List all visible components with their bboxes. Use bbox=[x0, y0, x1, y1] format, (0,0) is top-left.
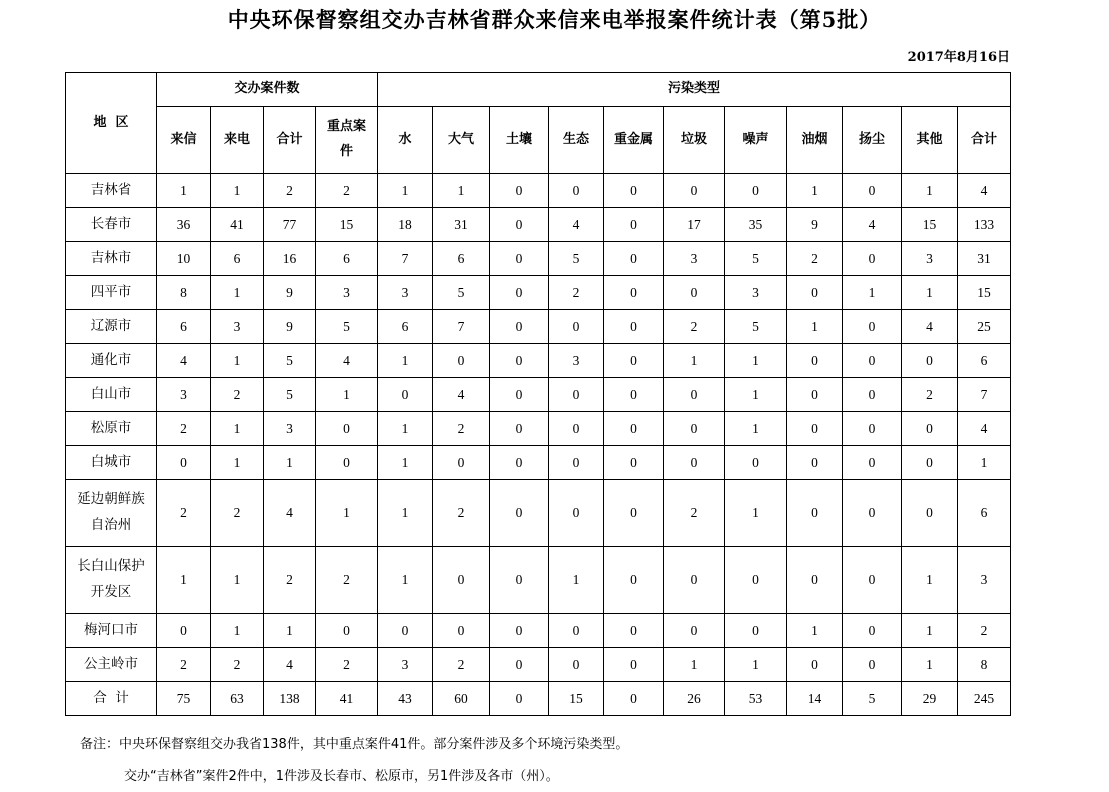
header-group-cases: 交办案件数 bbox=[157, 73, 378, 107]
value-cell: 0 bbox=[316, 614, 378, 648]
value-cell: 17 bbox=[664, 208, 725, 242]
value-cell: 0 bbox=[604, 378, 664, 412]
value-cell: 245 bbox=[958, 682, 1011, 716]
value-cell: 3 bbox=[664, 242, 725, 276]
region-cell: 吉林市 bbox=[66, 242, 157, 276]
value-cell: 1 bbox=[787, 614, 843, 648]
value-cell: 25 bbox=[958, 310, 1011, 344]
value-cell: 5 bbox=[843, 682, 902, 716]
value-cell: 1 bbox=[316, 378, 378, 412]
value-cell: 1 bbox=[902, 174, 958, 208]
value-cell: 10 bbox=[157, 242, 211, 276]
value-cell: 6 bbox=[433, 242, 490, 276]
header-pollution-col: 其他 bbox=[902, 107, 958, 174]
value-cell: 0 bbox=[157, 446, 211, 480]
value-cell: 2 bbox=[316, 648, 378, 682]
value-cell: 0 bbox=[725, 446, 787, 480]
value-cell: 1 bbox=[211, 276, 264, 310]
value-cell: 15 bbox=[958, 276, 1011, 310]
value-cell: 0 bbox=[490, 344, 549, 378]
value-cell: 6 bbox=[958, 480, 1011, 547]
value-cell: 8 bbox=[157, 276, 211, 310]
value-cell: 0 bbox=[902, 446, 958, 480]
value-cell: 0 bbox=[902, 480, 958, 547]
value-cell: 1 bbox=[549, 547, 604, 614]
value-cell: 0 bbox=[549, 614, 604, 648]
value-cell: 1 bbox=[316, 480, 378, 547]
value-cell: 3 bbox=[902, 242, 958, 276]
value-cell: 4 bbox=[902, 310, 958, 344]
region-cell: 白城市 bbox=[66, 446, 157, 480]
value-cell: 1 bbox=[211, 614, 264, 648]
header-pollution-col: 生态 bbox=[549, 107, 604, 174]
value-cell: 0 bbox=[490, 174, 549, 208]
value-cell: 0 bbox=[490, 614, 549, 648]
header-pollution-col: 大气 bbox=[433, 107, 490, 174]
value-cell: 0 bbox=[549, 446, 604, 480]
value-cell: 5 bbox=[549, 242, 604, 276]
value-cell: 2 bbox=[157, 648, 211, 682]
footnote: 备注：中央环保督察组交办我省138件，其中重点案件41件。部分案件涉及多个环境污染类型。 bbox=[80, 737, 629, 752]
value-cell: 3 bbox=[264, 412, 316, 446]
region-cell: 延边朝鲜族自治州 bbox=[66, 480, 157, 547]
value-cell: 0 bbox=[490, 276, 549, 310]
value-cell: 2 bbox=[211, 480, 264, 547]
region-cell: 白山市 bbox=[66, 378, 157, 412]
value-cell: 7 bbox=[433, 310, 490, 344]
value-cell: 0 bbox=[433, 446, 490, 480]
value-cell: 2 bbox=[958, 614, 1011, 648]
value-cell: 0 bbox=[378, 614, 433, 648]
value-cell: 1 bbox=[264, 614, 316, 648]
value-cell: 3 bbox=[378, 648, 433, 682]
value-cell: 0 bbox=[664, 276, 725, 310]
value-cell: 0 bbox=[843, 344, 902, 378]
value-cell: 0 bbox=[604, 242, 664, 276]
value-cell: 0 bbox=[787, 344, 843, 378]
value-cell: 2 bbox=[902, 378, 958, 412]
value-cell: 1 bbox=[211, 547, 264, 614]
value-cell: 5 bbox=[433, 276, 490, 310]
value-cell: 0 bbox=[490, 648, 549, 682]
value-cell: 0 bbox=[604, 310, 664, 344]
header-case-col: 合计 bbox=[264, 107, 316, 174]
value-cell: 2 bbox=[664, 310, 725, 344]
value-cell: 0 bbox=[604, 614, 664, 648]
value-cell: 0 bbox=[725, 174, 787, 208]
value-cell: 2 bbox=[316, 174, 378, 208]
header-pollution-col: 噪声 bbox=[725, 107, 787, 174]
value-cell: 0 bbox=[725, 614, 787, 648]
value-cell: 1 bbox=[902, 614, 958, 648]
value-cell: 0 bbox=[843, 614, 902, 648]
value-cell: 2 bbox=[157, 412, 211, 446]
value-cell: 2 bbox=[664, 480, 725, 547]
value-cell: 0 bbox=[725, 547, 787, 614]
table-row bbox=[66, 174, 1011, 208]
table-row bbox=[66, 242, 1011, 276]
table-row bbox=[66, 276, 1011, 310]
region-cell: 合 计 bbox=[66, 682, 157, 716]
table-row bbox=[66, 378, 1011, 412]
table-row bbox=[66, 310, 1011, 344]
value-cell: 31 bbox=[433, 208, 490, 242]
value-cell: 0 bbox=[604, 648, 664, 682]
value-cell: 2 bbox=[787, 242, 843, 276]
value-cell: 18 bbox=[378, 208, 433, 242]
value-cell: 0 bbox=[787, 446, 843, 480]
table-row bbox=[66, 208, 1011, 242]
value-cell: 1 bbox=[664, 344, 725, 378]
value-cell: 0 bbox=[843, 174, 902, 208]
value-cell: 0 bbox=[664, 174, 725, 208]
value-cell: 9 bbox=[264, 310, 316, 344]
header-pollution-col: 垃圾 bbox=[664, 107, 725, 174]
value-cell: 0 bbox=[604, 174, 664, 208]
value-cell: 31 bbox=[958, 242, 1011, 276]
region-cell: 梅河口市 bbox=[66, 614, 157, 648]
value-cell: 15 bbox=[902, 208, 958, 242]
value-cell: 2 bbox=[433, 412, 490, 446]
value-cell: 0 bbox=[433, 614, 490, 648]
value-cell: 1 bbox=[378, 480, 433, 547]
value-cell: 5 bbox=[264, 344, 316, 378]
table-row bbox=[66, 412, 1011, 446]
footnote-detail: 交办“吉林省”案件2件中，1件涉及长春市、松原市，另1件涉及各市（州）。 bbox=[124, 769, 559, 784]
value-cell: 5 bbox=[725, 242, 787, 276]
value-cell: 1 bbox=[787, 310, 843, 344]
value-cell: 0 bbox=[664, 547, 725, 614]
value-cell: 75 bbox=[157, 682, 211, 716]
value-cell: 3 bbox=[725, 276, 787, 310]
value-cell: 0 bbox=[316, 446, 378, 480]
region-cell: 松原市 bbox=[66, 412, 157, 446]
value-cell: 1 bbox=[378, 412, 433, 446]
header-pollution-col: 油烟 bbox=[787, 107, 843, 174]
header-pollution-col: 合计 bbox=[958, 107, 1011, 174]
value-cell: 1 bbox=[264, 446, 316, 480]
value-cell: 2 bbox=[264, 547, 316, 614]
value-cell: 133 bbox=[958, 208, 1011, 242]
value-cell: 4 bbox=[264, 648, 316, 682]
header-case-col: 来电 bbox=[211, 107, 264, 174]
value-cell: 0 bbox=[433, 547, 490, 614]
value-cell: 0 bbox=[378, 378, 433, 412]
value-cell: 36 bbox=[157, 208, 211, 242]
value-cell: 0 bbox=[787, 412, 843, 446]
value-cell: 26 bbox=[664, 682, 725, 716]
value-cell: 7 bbox=[378, 242, 433, 276]
value-cell: 0 bbox=[490, 378, 549, 412]
value-cell: 0 bbox=[787, 276, 843, 310]
value-cell: 1 bbox=[378, 547, 433, 614]
value-cell: 1 bbox=[958, 446, 1011, 480]
header-pollution-col: 水 bbox=[378, 107, 433, 174]
value-cell: 0 bbox=[549, 480, 604, 547]
value-cell: 1 bbox=[725, 344, 787, 378]
report-date: 2017年8月16日 bbox=[907, 50, 1010, 65]
value-cell: 1 bbox=[211, 174, 264, 208]
value-cell: 0 bbox=[490, 242, 549, 276]
value-cell: 1 bbox=[157, 174, 211, 208]
value-cell: 1 bbox=[211, 446, 264, 480]
table-row bbox=[66, 547, 1011, 614]
header-pollution-col: 土壤 bbox=[490, 107, 549, 174]
value-cell: 1 bbox=[211, 412, 264, 446]
value-cell: 0 bbox=[902, 344, 958, 378]
value-cell: 0 bbox=[787, 648, 843, 682]
value-cell: 15 bbox=[316, 208, 378, 242]
value-cell: 0 bbox=[902, 412, 958, 446]
value-cell: 0 bbox=[549, 648, 604, 682]
value-cell: 1 bbox=[157, 547, 211, 614]
value-cell: 3 bbox=[157, 378, 211, 412]
value-cell: 0 bbox=[843, 547, 902, 614]
value-cell: 0 bbox=[843, 480, 902, 547]
value-cell: 77 bbox=[264, 208, 316, 242]
value-cell: 2 bbox=[211, 378, 264, 412]
value-cell: 9 bbox=[787, 208, 843, 242]
value-cell: 0 bbox=[664, 378, 725, 412]
value-cell: 2 bbox=[549, 276, 604, 310]
value-cell: 29 bbox=[902, 682, 958, 716]
value-cell: 1 bbox=[725, 648, 787, 682]
value-cell: 4 bbox=[958, 412, 1011, 446]
value-cell: 1 bbox=[843, 276, 902, 310]
header-region: 地 区 bbox=[66, 73, 157, 174]
value-cell: 4 bbox=[549, 208, 604, 242]
value-cell: 14 bbox=[787, 682, 843, 716]
value-cell: 16 bbox=[264, 242, 316, 276]
value-cell: 8 bbox=[958, 648, 1011, 682]
statistics-table bbox=[65, 72, 1011, 716]
value-cell: 63 bbox=[211, 682, 264, 716]
value-cell: 0 bbox=[787, 378, 843, 412]
value-cell: 60 bbox=[433, 682, 490, 716]
value-cell: 2 bbox=[157, 480, 211, 547]
value-cell: 0 bbox=[604, 276, 664, 310]
value-cell: 0 bbox=[843, 648, 902, 682]
value-cell: 4 bbox=[433, 378, 490, 412]
value-cell: 0 bbox=[664, 412, 725, 446]
value-cell: 0 bbox=[490, 208, 549, 242]
value-cell: 0 bbox=[843, 446, 902, 480]
value-cell: 1 bbox=[902, 648, 958, 682]
value-cell: 0 bbox=[490, 412, 549, 446]
value-cell: 53 bbox=[725, 682, 787, 716]
value-cell: 2 bbox=[264, 174, 316, 208]
header-case-col: 重点案件 bbox=[316, 107, 378, 174]
value-cell: 2 bbox=[316, 547, 378, 614]
value-cell: 6 bbox=[316, 242, 378, 276]
value-cell: 5 bbox=[725, 310, 787, 344]
value-cell: 41 bbox=[316, 682, 378, 716]
value-cell: 0 bbox=[490, 310, 549, 344]
value-cell: 1 bbox=[725, 378, 787, 412]
value-cell: 5 bbox=[316, 310, 378, 344]
value-cell: 0 bbox=[604, 412, 664, 446]
value-cell: 0 bbox=[549, 174, 604, 208]
region-cell: 四平市 bbox=[66, 276, 157, 310]
value-cell: 1 bbox=[902, 547, 958, 614]
header-pollution-col: 扬尘 bbox=[843, 107, 902, 174]
table-row bbox=[66, 344, 1011, 378]
value-cell: 1 bbox=[787, 174, 843, 208]
table-row bbox=[66, 682, 1011, 716]
value-cell: 4 bbox=[958, 174, 1011, 208]
region-cell: 长白山保护开发区 bbox=[66, 547, 157, 614]
table-row bbox=[66, 614, 1011, 648]
table-row bbox=[66, 648, 1011, 682]
value-cell: 0 bbox=[604, 446, 664, 480]
region-cell: 长春市 bbox=[66, 208, 157, 242]
value-cell: 0 bbox=[490, 547, 549, 614]
value-cell: 2 bbox=[211, 648, 264, 682]
value-cell: 0 bbox=[604, 480, 664, 547]
region-cell: 辽源市 bbox=[66, 310, 157, 344]
table-row bbox=[66, 446, 1011, 480]
header-case-col: 来信 bbox=[157, 107, 211, 174]
value-cell: 1 bbox=[725, 412, 787, 446]
value-cell: 4 bbox=[157, 344, 211, 378]
value-cell: 35 bbox=[725, 208, 787, 242]
value-cell: 0 bbox=[316, 412, 378, 446]
value-cell: 3 bbox=[316, 276, 378, 310]
value-cell: 4 bbox=[843, 208, 902, 242]
value-cell: 3 bbox=[378, 276, 433, 310]
value-cell: 0 bbox=[490, 446, 549, 480]
value-cell: 138 bbox=[264, 682, 316, 716]
value-cell: 3 bbox=[211, 310, 264, 344]
value-cell: 0 bbox=[490, 480, 549, 547]
value-cell: 0 bbox=[157, 614, 211, 648]
table-row bbox=[66, 480, 1011, 547]
value-cell: 1 bbox=[378, 174, 433, 208]
value-cell: 4 bbox=[316, 344, 378, 378]
page-title: 中央环保督察组交办吉林省群众来信来电举报案件统计表（第5批） bbox=[227, 7, 882, 32]
region-cell: 通化市 bbox=[66, 344, 157, 378]
value-cell: 6 bbox=[378, 310, 433, 344]
value-cell: 1 bbox=[725, 480, 787, 547]
value-cell: 6 bbox=[958, 344, 1011, 378]
value-cell: 1 bbox=[902, 276, 958, 310]
value-cell: 1 bbox=[211, 344, 264, 378]
value-cell: 0 bbox=[604, 547, 664, 614]
value-cell: 1 bbox=[378, 344, 433, 378]
value-cell: 3 bbox=[958, 547, 1011, 614]
value-cell: 0 bbox=[433, 344, 490, 378]
value-cell: 0 bbox=[843, 310, 902, 344]
value-cell: 0 bbox=[604, 682, 664, 716]
value-cell: 0 bbox=[549, 378, 604, 412]
value-cell: 0 bbox=[604, 208, 664, 242]
value-cell: 0 bbox=[843, 412, 902, 446]
value-cell: 1 bbox=[378, 446, 433, 480]
value-cell: 0 bbox=[664, 446, 725, 480]
region-cell: 公主岭市 bbox=[66, 648, 157, 682]
header-pollution-col: 重金属 bbox=[604, 107, 664, 174]
value-cell: 6 bbox=[157, 310, 211, 344]
value-cell: 0 bbox=[787, 480, 843, 547]
value-cell: 0 bbox=[604, 344, 664, 378]
value-cell: 0 bbox=[490, 682, 549, 716]
value-cell: 2 bbox=[433, 648, 490, 682]
value-cell: 5 bbox=[264, 378, 316, 412]
value-cell: 43 bbox=[378, 682, 433, 716]
value-cell: 0 bbox=[549, 310, 604, 344]
value-cell: 1 bbox=[433, 174, 490, 208]
value-cell: 2 bbox=[433, 480, 490, 547]
value-cell: 0 bbox=[843, 378, 902, 412]
value-cell: 0 bbox=[843, 242, 902, 276]
value-cell: 6 bbox=[211, 242, 264, 276]
value-cell: 0 bbox=[787, 547, 843, 614]
value-cell: 9 bbox=[264, 276, 316, 310]
value-cell: 4 bbox=[264, 480, 316, 547]
value-cell: 0 bbox=[664, 614, 725, 648]
value-cell: 1 bbox=[664, 648, 725, 682]
value-cell: 7 bbox=[958, 378, 1011, 412]
value-cell: 15 bbox=[549, 682, 604, 716]
region-cell: 吉林省 bbox=[66, 174, 157, 208]
value-cell: 41 bbox=[211, 208, 264, 242]
header-group-pollution: 污染类型 bbox=[378, 73, 1011, 107]
value-cell: 3 bbox=[549, 344, 604, 378]
value-cell: 0 bbox=[549, 412, 604, 446]
